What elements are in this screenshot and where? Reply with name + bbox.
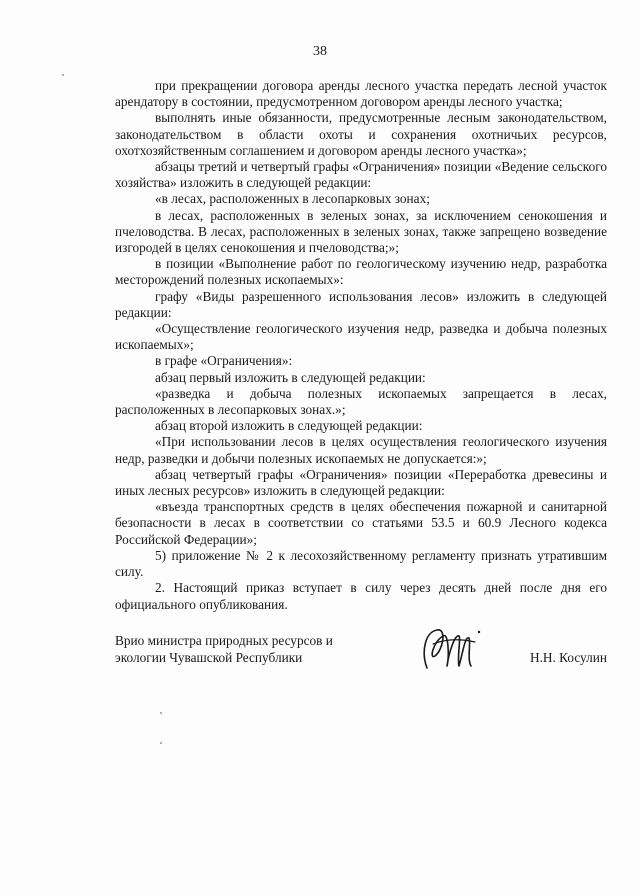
paragraph: абзац второй изложить в следующей редакции: (155, 418, 423, 434)
page-number: 38 (313, 44, 327, 59)
scan-speck (62, 74, 64, 76)
signer-name: Н.Н. Косулин (529, 650, 607, 665)
paragraph: «разведка и добыча полезных ископаемых запрещается в лесах, расположенных в лесопарковых зонах.»; (115, 385, 607, 418)
paragraph: абзац первый изложить в следующей редакции: (155, 369, 426, 385)
paragraph: «въезда транспортных средств в целях обеспечения пожарной и санитарной безопасности в лесах в соответствии со статьями 53.5 и 60.9 Лесного кодекса Российской Федерации»; (115, 499, 607, 547)
handwritten-signature (413, 622, 483, 674)
paragraph: в лесах, расположенных в зеленых зонах, за исключением сенокошения и пчеловодства. В лесах, расположенных в зеленых зонах, также запрещено возведение изгородей в целях сенокошения и пчеловодства;»; (115, 207, 607, 256)
scan-speck (160, 712, 162, 714)
paragraph: 5) приложение № 2 к лесохозяйственному регламенту признать утратившим силу. (115, 547, 607, 580)
paragraph: выполнять иные обязанности, предусмотренные лесным законодательством, законодательством в области охоты и сохранения охотничьих ресурсов, охотхозяйственным соглашением и договором аренды лесного участка»; (115, 110, 607, 158)
signer-position-line: экологии Чувашской Республики (115, 650, 303, 665)
paragraph: в графе «Ограничения»: (155, 353, 293, 369)
scan-speck (160, 742, 162, 744)
paragraph: при прекращении договора аренды лесного участка передать лесной участок арендатору в состоянии, предусмотренном договором аренды лесного участка; (115, 78, 607, 110)
document-body (115, 78, 607, 613)
paragraph: 2. Настоящий приказ вступает в силу через десять дней после дня его официального опубликования. (115, 580, 607, 612)
signer-position (115, 632, 333, 666)
paragraph: графу «Виды разрешенного использования лесов» изложить в следующей редакции: (115, 288, 607, 320)
signature-block (115, 628, 607, 678)
paragraph: «При использовании лесов в целях осуществления геологического изучения недр, разведки и добычи полезных ископаемых не допускается:»; (115, 434, 607, 466)
paragraph: «Осуществление геологического изучения недр, разведка и добыча полезных ископаемых»; (115, 321, 607, 353)
paragraph: абзац четвертый графы «Ограничения» позиции «Переработка древесины и иных лесных ресурсов» изложить в следующей редакции: (115, 466, 607, 499)
paragraph: «в лесах, расположенных в лесопарковых зонах; (155, 191, 430, 207)
paragraph: в позиции «Выполнение работ по геологическому изучению недр, разработка месторождений полезных ископаемых»: (115, 256, 607, 288)
signer-position-line: Врио министра природных ресурсов и (115, 633, 333, 648)
paragraph: абзацы третий и четвертый графы «Ограничения» позиции «Ведение сельского хозяйства» изложить в следующей редакции: (115, 159, 607, 191)
